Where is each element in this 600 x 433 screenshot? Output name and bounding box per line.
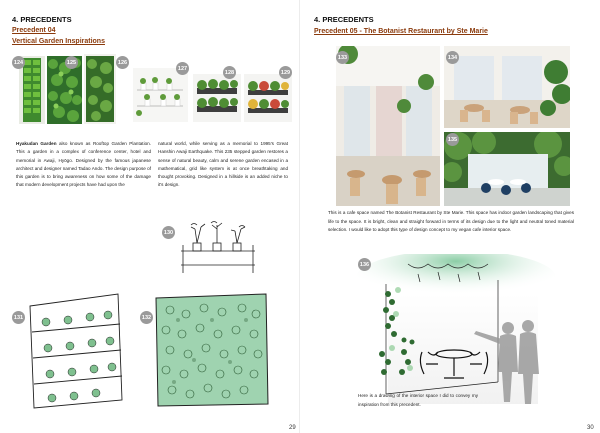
precedent-description: This is a cafe space named The Botanist Restaurant by Ste Marie. This space has indoor garden landscaping that gives life to the space. It is bright, clean and straight forward in terms of its design due to the light and neutral toned material selection. I would like to adopt this type of design concept to my vegan cafe interior space. [328, 210, 574, 233]
sketch-green-wall-panel [150, 290, 272, 410]
section-heading: 4. PRECEDENTS [12, 15, 72, 24]
sketch-plant-shelf [177, 215, 259, 275]
precedent-title: Precedent 05 - The Botanist Restaurant by Ste Marie [314, 28, 488, 35]
text-column-left [16, 140, 151, 190]
figure-badge-134: 134 [446, 51, 459, 64]
photo-colour-planters [244, 74, 292, 122]
page-number: 30 [587, 425, 594, 431]
figure-badge-127: 127 [176, 62, 189, 75]
figure-badge-133: 133 [336, 51, 349, 64]
garden-name: Hyakudan Garden [16, 141, 57, 146]
figure-badge-128: 128 [223, 66, 236, 79]
figure-badge-135: 135 [446, 133, 459, 146]
photo-bright-cafe [444, 46, 570, 128]
photo-framed-green-wall [84, 54, 116, 124]
figure-badge-136: 136 [358, 258, 371, 271]
precedent-subtitle: Vertical Garden Inspirations [12, 38, 105, 45]
drawing-caption: Here is a drawing of the interior space I did to convey my inspiration from this precedent. [358, 393, 478, 407]
figure-badge-126: 126 [116, 56, 129, 69]
figure-badge-131: 131 [12, 311, 25, 324]
right-page [300, 0, 600, 433]
photo-restaurant-interior [336, 46, 440, 206]
page-number: 29 [289, 425, 296, 431]
paragraph-part-1: also known as Rooftop Garden Plantation. This a garden in a complex of conference center, hotel and memorial in Awaji, Hyōgo. Designed by the famous japanese architect and designer named Tadao Ando. The design purpose of this garden is to bring awareness on how some of the damage that modern development projects have had upon the [16, 141, 151, 188]
photo-wall-planters [193, 74, 241, 122]
photo-shelf-plants [133, 68, 188, 122]
text-column-right: natural world, while serving as a memorial to 1995's Great Hanshin Awaji Earthquake. This 235 stepped garden restores a sense of natural beauty, calm and serene garden encased in a mathematical, grid like system is at once breathtaking and thought provoking. Designed in a hillside is an added niche to it's design. [158, 141, 288, 188]
precedent-title: Precedent 04 [12, 27, 56, 34]
figure-badge-125: 125 [65, 56, 78, 69]
figure-badge-124: 124 [12, 56, 25, 69]
figure-badge-130: 130 [162, 226, 175, 239]
photo-garden-dining [444, 132, 570, 206]
section-heading: 4. PRECEDENTS [314, 15, 374, 24]
figure-badge-132: 132 [140, 311, 153, 324]
sketch-shelving-unit [22, 288, 130, 410]
figure-badge-129: 129 [279, 66, 292, 79]
